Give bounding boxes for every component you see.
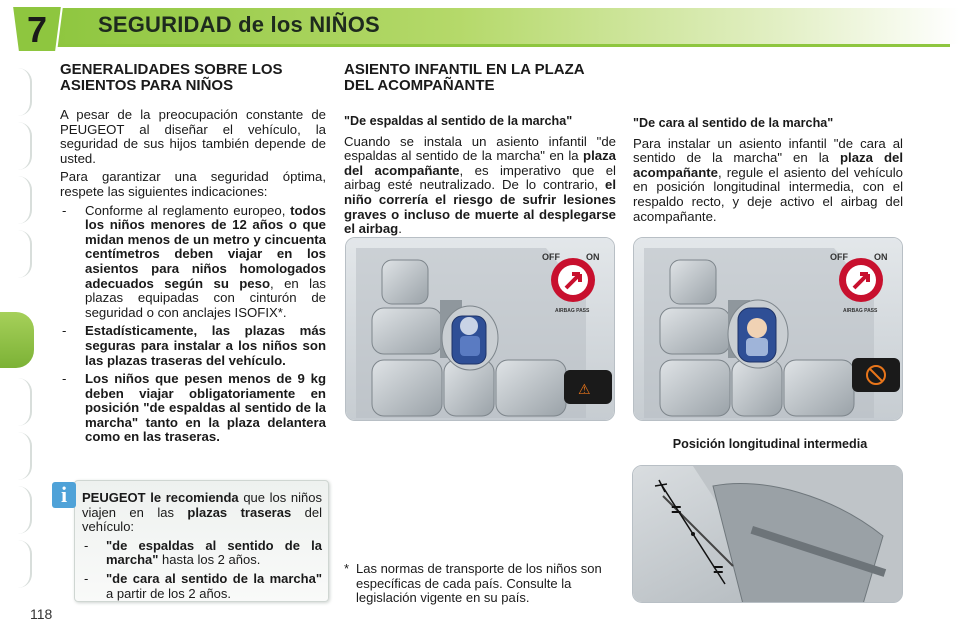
chapter-badge — [8, 4, 66, 54]
instructions-paragraph: Para garantizar una seguridad óptima, respete las siguientes indicaciones: — [60, 169, 326, 199]
chapter-tab[interactable] — [6, 378, 32, 426]
section-heading-passenger-seat: ASIENTO INFANTIL EN LA PLAZA DEL ACOMPAÑANTE — [344, 61, 585, 94]
safety-rules-list — [60, 204, 326, 446]
svg-text:=: = — [713, 560, 724, 580]
airbag-pass-label: AIRBAG PASS — [555, 308, 590, 314]
chapter-tab-active[interactable] — [0, 312, 34, 368]
forward-facing-paragraph: Para instalar un asiento infantil "de cara al sentido de la marcha" en la plaza del acompañante, regule el asiento del vehículo en posición longitudinal intermedia, con el respaldo recto, y deje activo el airbag del acompañante. — [633, 135, 904, 224]
section-heading-general: GENERALIDADES SOBRE LOS ASIENTOS PARA NIÑOS — [60, 61, 283, 94]
car-interior-image — [346, 238, 615, 421]
airbag-on-label: ON — [586, 252, 600, 262]
chapter-tab[interactable] — [6, 486, 32, 534]
seat-position-caption: Posición longitudinal intermedia — [672, 437, 868, 451]
forward-facing-car-illustration — [633, 237, 903, 421]
page-number: 118 — [30, 606, 53, 622]
info-list — [82, 539, 322, 601]
chapter-tab[interactable] — [6, 122, 32, 170]
list-item: - "de cara al sentido de la marcha" a partir de los 2 años. — [82, 572, 322, 601]
middle-column — [344, 62, 616, 241]
chapter-tab[interactable] — [6, 230, 32, 278]
list-item: - Estadísticamente, las plazas más seguras para instalar a los niños son las plazas traseras del vehículo. — [60, 324, 326, 368]
svg-text:⚠: ⚠ — [578, 382, 591, 398]
footnote — [344, 562, 616, 606]
airbag-pass-label: AIRBAG PASS — [843, 308, 878, 314]
chapter-tab[interactable] — [6, 540, 32, 588]
page-title: SEGURIDAD de los NIÑOS — [98, 12, 380, 37]
footnote-marker: * — [344, 561, 350, 576]
seat-rail-image — [633, 466, 903, 603]
forward-facing-subheading: "De cara al sentido de la marcha" — [633, 116, 834, 130]
seat-position-illustration — [632, 465, 903, 603]
chapter-tab[interactable] — [6, 68, 32, 116]
left-column — [60, 62, 326, 449]
list-item: - "de espaldas al sentido de la marcha" hasta los 2 años. — [82, 539, 322, 568]
info-icon: i — [52, 482, 76, 508]
header-underline — [50, 44, 950, 47]
chapter-number: 7 — [26, 9, 48, 50]
list-item: - Los niños que pesen menos de 9 kg deben viajar obligatoriamente en posición "de espaldas al sentido de la marcha" tanto en la plaza delantera como en las traseras. — [60, 372, 326, 445]
rear-facing-subheading: "De espaldas al sentido de la marcha" — [344, 114, 573, 128]
chapter-tab-strip — [0, 56, 40, 596]
intro-paragraph: A pesar de la preocupación constante de PEUGEOT al diseñar el vehículo, la seguridad de sus hijos también depende de usted. — [60, 107, 326, 166]
chapter-tab[interactable] — [6, 176, 32, 224]
list-item: - Conforme al reglamento europeo, todos los niños menores de 12 años o que midan menos de un metro y cincuenta centímetros deben viajar en los asientos para niños homologados adecuados según su peso, en las plazas equipadas con cinturón de seguridad o con anclajes ISOFIX*. — [60, 204, 326, 321]
airbag-on-label: ON — [874, 252, 888, 262]
rear-facing-paragraph: Cuando se instala un asiento infantil "de espaldas al sentido de la marcha" en la plaza del acompañante, es imperativo que el airbag esté neutralizado. De lo contrario, el niño correría el riesgo de sufrir lesiones graves o incluso de muerte al desplegarse el airbag. — [344, 133, 616, 237]
right-column — [633, 116, 903, 228]
car-interior-image — [634, 238, 903, 421]
info-intro: PEUGEOT le recomienda que los niños viajen en las plazas traseras del vehículo: — [82, 490, 323, 535]
airbag-off-label: OFF — [830, 252, 848, 262]
rear-facing-car-illustration — [345, 237, 615, 421]
airbag-off-label: OFF — [542, 252, 560, 262]
info-box-text — [82, 491, 322, 605]
svg-text:=: = — [671, 500, 682, 520]
chapter-tab[interactable] — [6, 432, 32, 480]
footnote-text: Las normas de transporte de los niños son específicas de cada país. Consulte la legislación vigente en su país. — [356, 561, 602, 606]
